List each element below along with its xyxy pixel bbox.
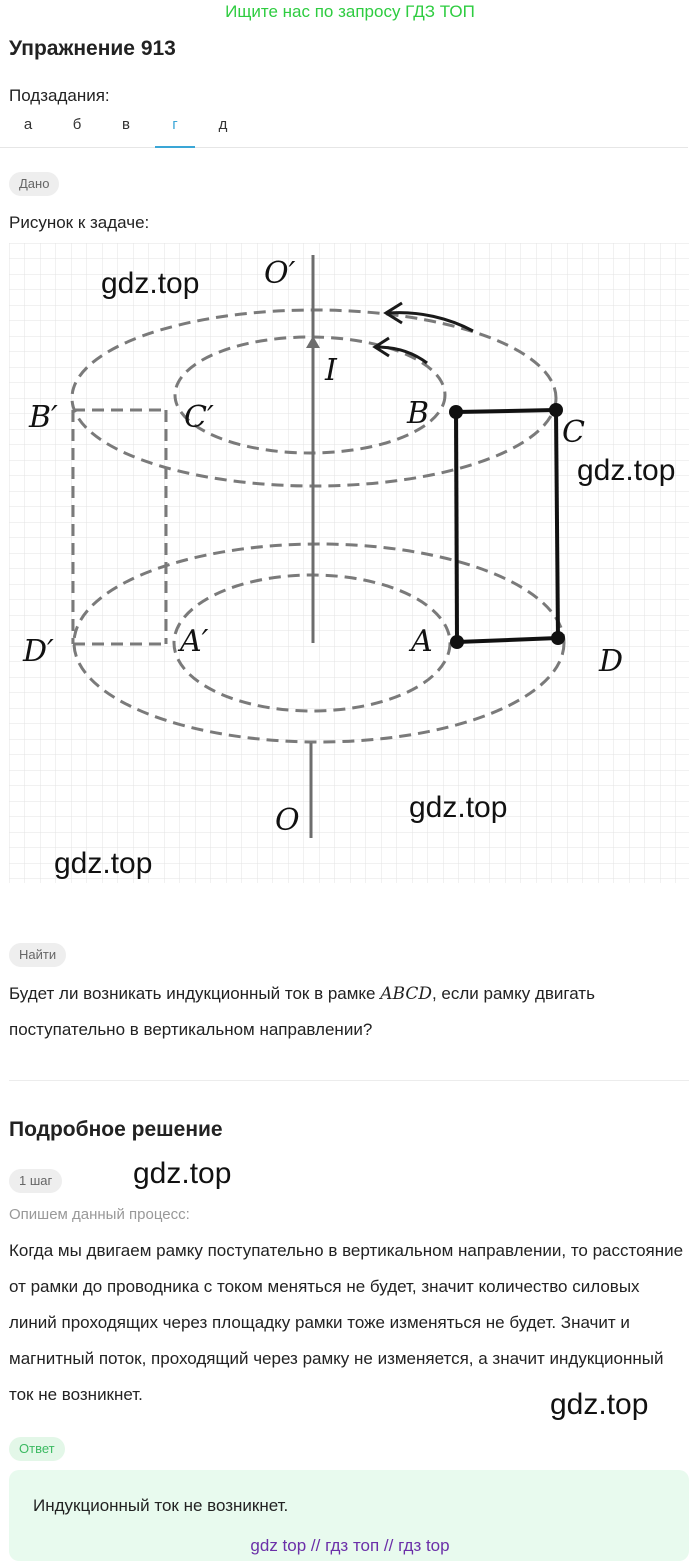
point-b <box>449 405 463 419</box>
tab-g[interactable]: г <box>155 116 195 148</box>
step-intro: Опишем данный процесс: <box>9 1206 190 1223</box>
label-d-prime: D′ <box>23 634 54 669</box>
frame-side-bc <box>456 410 556 412</box>
label-b: B <box>407 396 430 431</box>
label-o: O <box>275 803 300 838</box>
footer-links[interactable]: gdz top // гдз топ // гдз top <box>250 1536 450 1555</box>
question-text <box>9 976 689 1048</box>
solution-text: Когда мы двигаем рамку поступательно в вертикальном направлении, то расстояние от рамки до проводника с током меняться не будет, значит количество силовых линий проходящих через площадку рамки тоже изменяться не будет. Значит и магнитный поток, проходящий через рамку не изменяется, а значит индукционный ток не возникнет. <box>9 1241 684 1404</box>
point-a <box>450 635 464 649</box>
subtasks-label: Подзадания: <box>9 86 110 105</box>
figure-caption: Рисунок к задаче: <box>9 213 150 232</box>
frame-side-ab <box>456 412 457 642</box>
watermark-figure-2: gdz.top <box>577 454 676 487</box>
promo-banner: Ищите нас по запросу ГДЗ ТОП <box>225 2 475 21</box>
tab-d[interactable]: д <box>218 116 228 133</box>
question-math: ABCD <box>380 984 432 1004</box>
step-chip: 1 шаг <box>9 1169 62 1193</box>
subtask-tabs <box>0 110 688 148</box>
find-chip: Найти <box>9 943 66 967</box>
label-i: I <box>325 353 337 388</box>
watermark-step: gdz.top <box>133 1157 232 1190</box>
point-d <box>551 631 565 645</box>
label-o-prime: O′ <box>264 256 296 291</box>
watermark-figure-4: gdz.top <box>54 847 153 880</box>
tab-b[interactable]: б <box>72 116 82 133</box>
label-a: A <box>411 624 433 659</box>
point-c <box>549 403 563 417</box>
question-part1: Будет ли возникать индукционный ток в рамке <box>9 984 381 1003</box>
label-a-prime: A′ <box>180 624 209 659</box>
page-title: Упражнение 913 <box>9 37 176 60</box>
figure-svg <box>9 243 689 883</box>
answer-text: Индукционный ток не возникнет. <box>33 1496 289 1515</box>
tab-a[interactable]: а <box>23 116 33 133</box>
given-chip: Дано <box>9 172 59 196</box>
label-c: C <box>562 415 585 450</box>
label-b-prime: B′ <box>29 400 58 435</box>
question-part2: , если рамку двигать поступательно в вертикальном направлении? <box>9 984 595 1039</box>
solution-heading: Подробное решение <box>9 1118 223 1141</box>
label-d: D <box>599 644 624 679</box>
frame-side-cd <box>556 410 558 638</box>
watermark-figure-1: gdz.top <box>101 267 200 300</box>
watermark-solution: gdz.top <box>550 1388 649 1421</box>
tab-v[interactable]: в <box>122 116 130 133</box>
watermark-figure-3: gdz.top <box>409 791 508 824</box>
divider <box>9 1080 689 1081</box>
label-c-prime: C′ <box>184 400 214 435</box>
grid-background <box>9 243 689 883</box>
problem-figure <box>9 243 689 883</box>
answer-chip: Ответ <box>9 1437 65 1461</box>
